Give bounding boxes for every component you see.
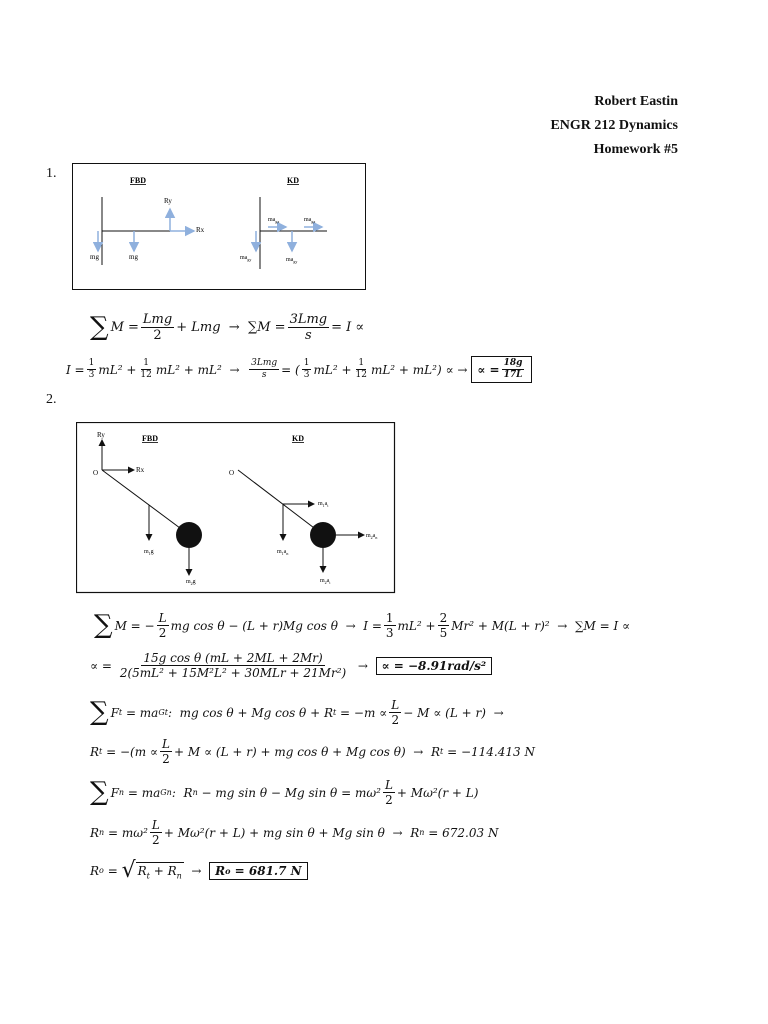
label-magx-right: $ma_{gx}$ — [304, 217, 316, 224]
problem-1-figure — [72, 163, 367, 291]
label-rx-1: Rx — [196, 226, 205, 234]
label-m2at: $m_2a_t$ — [320, 578, 331, 585]
author-name: Robert Eastin — [594, 94, 678, 109]
label-mg-right: mg — [129, 253, 138, 261]
label-magy-left: $ma_{gy}$ — [240, 255, 252, 262]
label-m1an: $m_1a_n$ — [277, 549, 289, 556]
problem-2-number: 2. — [46, 392, 57, 407]
label-ry-2: Ry — [97, 431, 105, 439]
p1-eq1: ∑ M = $\frac{\text{Lmg}}{2}$ + Lmg → ∑M = $\frac{\text{3Lmg}}{s}$ = I ∝ — [90, 312, 365, 343]
label-m1g: $m_1g$ — [144, 549, 154, 556]
p2-eq7: R o = √ $R_t + R_n$ → R o = 681.7 N — [90, 860, 308, 882]
p2-eq4: R t = −(m ∝ $\frac{L}{2}$ + M ∝ (L + r) + mg cos θ + Mg cos θ) → R t = −114.413 N — [90, 737, 535, 766]
label-magy-right: $ma_{gy}$ — [286, 257, 298, 264]
p2-eq6: R n = mω² $\frac{L}{2}$ + Mω²(r + L) + mg sin θ + Mg sin θ → R n = 672.03 N — [90, 818, 499, 847]
label-m2g: $m_2g$ — [186, 579, 196, 586]
course-title: ENGR 212 Dynamics — [550, 118, 678, 133]
fbd-title-1: FBD — [130, 176, 146, 185]
label-mg-left: mg — [90, 253, 99, 261]
p1-answer-box: ∝ = $\frac{18g}{17L}$ — [471, 356, 532, 383]
kd-title-1: KD — [287, 176, 299, 185]
label-magx-top: $ma_{gx}$ — [268, 217, 280, 224]
label-m1at: $m_1a_t$ — [318, 501, 329, 508]
p1-eq2: I = $\frac{1}{3}$ mL² + $\frac{1}{12}$ mL² + mL² → $\frac{\text{3Lmg}}{s}$ = ( $\frac{1}{3}$ mL² + $\frac{1}{12}$ mL² + mL²) ∝ → ∝ = $\frac{18g}{17L}$ — [66, 356, 532, 383]
problem-1-number: 1. — [46, 166, 57, 181]
label-o-left: O — [93, 469, 99, 477]
p2-ro-answer-box: R o = 681.7 N — [209, 862, 307, 880]
fbd-title-2: FBD — [142, 434, 158, 443]
label-o-right: O — [229, 469, 235, 477]
label-rx-2: Rx — [136, 466, 145, 474]
p2-eq3: ∑ F t = ma Gt : mg cos θ + Mg cos θ + R t = −m ∝ $\frac{L}{2}$ − M ∝ (L + r) → — [90, 697, 504, 728]
kd-title-2: KD — [292, 434, 304, 443]
label-m2an: $m_2a_n$ — [366, 533, 378, 540]
assignment-title: Homework #5 — [593, 142, 678, 157]
p2-eq1: ∑ M = − $\frac{L}{2}$ mg cos θ − (L + r)Mg cos θ → I = $\frac{1}{3}$ mL² + $\frac{2}{5}$ Mr² + M(L + r)² → ∑M = I ∝ — [94, 610, 631, 641]
p2-eq2: ∝ = $\frac{\text{15g cos θ (mL + 2ML + 2Mr)}}{\text{2(5mL² + 15M²L² + 30MLr + 21Mr²)}}$ → ∝ = −8.91rad/s² — [90, 652, 492, 679]
problem-2-figure — [76, 422, 396, 594]
p2-eq5: ∑ F n = ma Gn : R n − mg sin θ − Mg sin θ = mω² $\frac{L}{2}$ + Mω²(r + L) — [90, 777, 479, 808]
label-ry-1: Ry — [164, 197, 172, 205]
p2-alpha-answer-box: ∝ = −8.91rad/s² — [376, 657, 493, 675]
